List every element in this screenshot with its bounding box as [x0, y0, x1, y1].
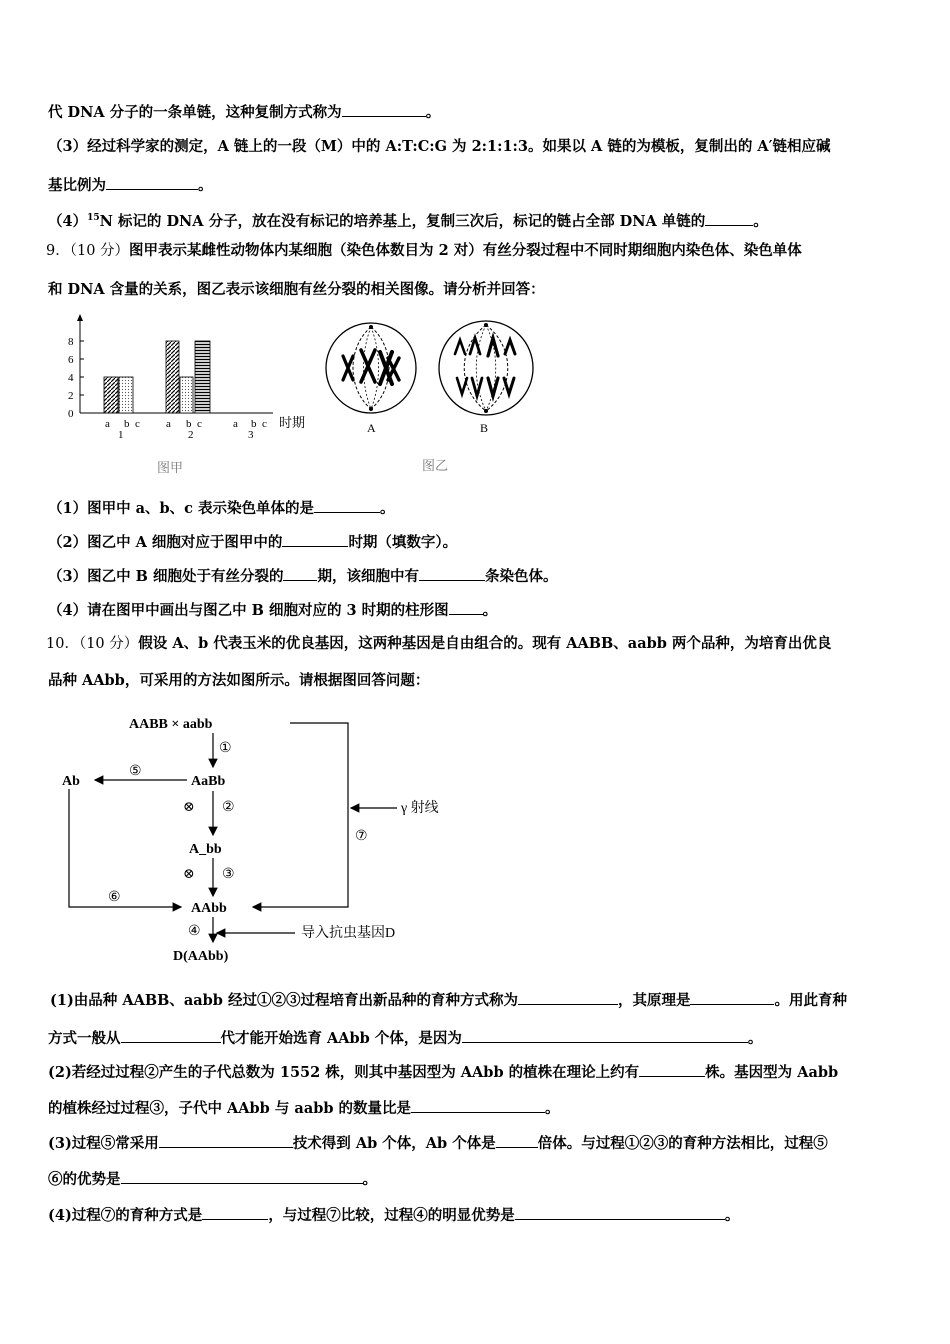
question-number: 9．（10 分）	[46, 243, 130, 259]
answer-blank[interactable]	[159, 1132, 293, 1148]
y-tick-4: 4	[68, 372, 74, 384]
svg-text:c: c	[262, 418, 267, 430]
y-tick-6: 6	[68, 354, 74, 366]
bar-1-a	[104, 377, 118, 413]
svg-text:a: a	[233, 418, 238, 430]
step-4: ④	[188, 924, 201, 939]
step-2: ②	[222, 800, 235, 815]
answer-blank[interactable]	[121, 1027, 221, 1043]
question-number: 10．（10 分）	[46, 636, 139, 652]
breeding-flow-diagram	[55, 705, 475, 970]
line-q10-stem-cont: 品种 AAbb，可采用的方法如图所示。请根据图回答问题：	[48, 672, 430, 689]
answer-blank[interactable]	[282, 531, 348, 547]
line-q8-3: （3）经过科学家的测定，A 链上的一段（M）中的 A:T:C:G 为 2:1:1:3。如果以 A 链的为模板，复制出的 A′链相应碱	[48, 138, 831, 155]
flow-labels	[62, 717, 229, 964]
y-tick-8: 8	[68, 336, 74, 348]
answer-blank[interactable]	[106, 174, 198, 190]
svg-text:c: c	[135, 418, 140, 430]
answer-blank[interactable]	[462, 1027, 748, 1043]
gamma-ray: γ 射线	[401, 801, 439, 816]
answer-blank[interactable]	[342, 101, 426, 117]
answer-blank[interactable]	[202, 1204, 268, 1220]
line-q8-4: $(4)^{15}N$ 标记的 DNA 分子，放在没有标记的培养基上，复制三次后，标记的链占全部 DNA 单链的 。	[48, 208, 908, 232]
answer-blank[interactable]	[411, 1097, 545, 1113]
x-sub-labels	[105, 418, 267, 430]
line-q9-4: （4）请在图甲中画出与图乙中 B 细胞对应的 3 时期的柱形图 。	[48, 599, 908, 621]
step-1: ①	[219, 741, 232, 756]
svg-text:a: a	[166, 418, 171, 430]
line-q9-2: （2）图乙中 A 细胞对应于图甲中的 时期（填数字）。	[48, 531, 908, 553]
line-q10-stem: 10．（10 分）假设 A、b 代表玉米的优良基因，这两种基因是自由组合的。现有 AABB、aabb 两个品种，为培育出优良	[46, 635, 832, 652]
answer-blank[interactable]	[419, 565, 485, 581]
answer-blank[interactable]	[705, 210, 753, 226]
answer-blank[interactable]	[121, 1168, 363, 1184]
bar-2-a	[166, 341, 179, 413]
answer-blank[interactable]	[283, 565, 317, 581]
line-q8-2-end: 代 DNA 分子的一条单链，这种复制方式称为 。	[48, 101, 908, 123]
flow-arrows	[69, 723, 397, 942]
line-q9-stem: 9．（10 分）图甲表示某雌性动物体内某细胞（染色体数目为 2 对）有丝分裂过程中不同时期细胞内染色体、染色单体	[46, 242, 802, 259]
answer-blank[interactable]	[690, 989, 774, 1005]
svg-text:b: b	[124, 418, 130, 430]
answer-blank[interactable]	[515, 1204, 725, 1220]
svg-text:c: c	[197, 418, 202, 430]
step-3: ③	[222, 867, 235, 882]
line-q10-3-cont: ⑥的优势是 。	[48, 1168, 908, 1190]
step-6: ⑥	[108, 890, 121, 905]
line-q10-4: (4)过程⑦的育种方式是 ，与过程⑦比较，过程④的明显优势是 。	[48, 1204, 908, 1226]
x-axis-label: 时期	[279, 415, 306, 430]
line-q10-2: (2)若经过过程②产生的子代总数为 1552 株，则其中基因型为 AAbb 的植株在理论上约有 株。基因型为 Aabb	[48, 1061, 908, 1083]
svg-text:b: b	[186, 418, 192, 430]
y-ticks	[68, 336, 84, 420]
cell-b	[439, 321, 533, 415]
line-q10-2-cont: 的植株经过过程③，子代中 AAbb 与 aabb 的数量比是 。	[48, 1097, 908, 1119]
answer-blank[interactable]	[496, 1132, 538, 1148]
f2-a-bb: A_bb	[189, 842, 222, 857]
line-q9-3: （3）图乙中 B 细胞处于有丝分裂的 期，该细胞中有 条染色体。	[48, 565, 908, 587]
y-tick-0: 0	[68, 408, 74, 420]
self-cross-2: ⊗	[183, 800, 195, 815]
cell-a-label: A	[367, 421, 376, 435]
svg-text:b: b	[251, 418, 257, 430]
haploid-ab: Ab	[62, 774, 80, 789]
figure-jia-caption: 图甲	[157, 460, 184, 475]
f1-aabb: AaBb	[191, 774, 226, 789]
step-5: ⑤	[129, 764, 142, 779]
bar-2-c	[195, 341, 210, 413]
answer-blank[interactable]	[449, 599, 483, 615]
figure-yi-caption: 图乙	[422, 458, 449, 473]
period-labels	[118, 429, 254, 441]
figure-jia-chart	[55, 310, 325, 480]
svg-text:3: 3	[248, 429, 254, 441]
answer-blank[interactable]	[314, 497, 380, 513]
y-tick-2: 2	[68, 390, 74, 402]
svg-text:1: 1	[118, 429, 124, 441]
line-q8-3-cont: 基比例为 。	[48, 174, 908, 196]
cell-b-label: B	[480, 421, 489, 435]
bar-1-b	[119, 377, 133, 413]
step-7: ⑦	[355, 829, 368, 844]
line-q10-3: (3)过程⑤常采用 技术得到 Ab 个体，Ab 个体是 倍体。与过程①②③的育种方法相比，过程⑤	[48, 1132, 908, 1154]
line-q9-1: （1）图甲中 a、b、c 表示染色单体的是 。	[48, 497, 908, 519]
svg-text:2: 2	[188, 429, 194, 441]
parents: AABB × aabb	[129, 717, 213, 732]
cell-a	[326, 323, 416, 413]
target-aabb: AAbb	[191, 901, 227, 916]
transgenic-d-aabb: D(AAbb)	[173, 949, 229, 964]
line-q10-1: (1)由品种 AABB、aabb 经过①②③过程培育出新品种的育种方式称为 ，其原理是 。用此育种	[50, 989, 910, 1011]
step-4-label: 导入抗虫基因D	[301, 926, 396, 941]
line-q10-1-cont: 方式一般从 代才能开始选育 AAbb 个体，是因为 。	[48, 1027, 908, 1049]
answer-blank[interactable]	[518, 989, 618, 1005]
bar-2-b	[180, 377, 193, 413]
text: 代 DNA 分子的一条单链，这种复制方式称为	[48, 104, 342, 121]
figure-yi-cells	[325, 312, 550, 482]
svg-text:a: a	[105, 418, 110, 430]
self-cross-3: ⊗	[183, 867, 195, 882]
y-axis-arrow	[77, 314, 83, 321]
line-q9-stem-cont: 和 DNA 含量的关系，图乙表示该细胞有丝分裂的相关图像。请分析并回答：	[48, 281, 545, 298]
answer-blank[interactable]	[639, 1061, 705, 1077]
step-labels	[108, 741, 439, 941]
